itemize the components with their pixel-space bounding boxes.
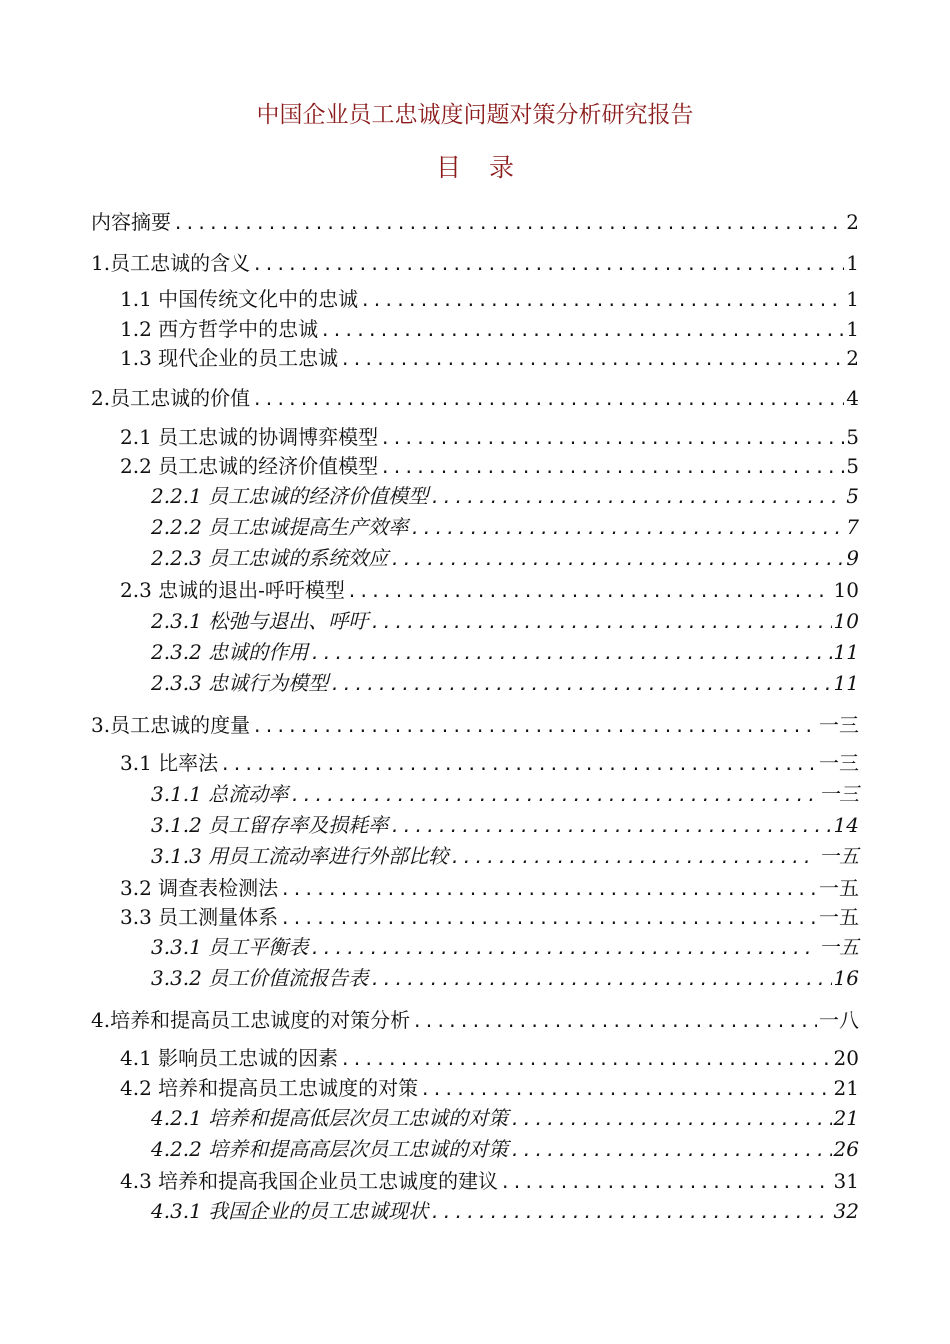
dot-leader bbox=[290, 781, 817, 811]
dot-leader bbox=[370, 608, 831, 638]
dot-leader bbox=[252, 385, 844, 415]
toc-entry-page-number: 一八 bbox=[819, 1008, 859, 1032]
dot-leader bbox=[310, 934, 817, 964]
dot-leader bbox=[310, 639, 831, 669]
toc-entry-page-number: 5 bbox=[846, 484, 859, 508]
toc-entry-label: 2.1 员工忠诚的协调博弈模型 bbox=[120, 425, 379, 449]
toc-entry-label: 2.2.2 员工忠诚提高生产效率 bbox=[151, 515, 409, 539]
toc-entry-label: 3.1.3 用员工流动率进行外部比较 bbox=[151, 844, 449, 868]
toc-entry-page-number: 一五 bbox=[819, 844, 859, 868]
toc-entry-label: 内容摘要 bbox=[91, 210, 171, 234]
dot-leader bbox=[412, 1007, 817, 1037]
toc-entry-page-number: 32 bbox=[833, 1199, 859, 1223]
dot-leader bbox=[320, 316, 844, 346]
dot-leader bbox=[340, 345, 844, 375]
toc-entry-label: 4.2 培养和提高员工忠诚度的对策 bbox=[120, 1076, 419, 1100]
toc-entry-page-number: 9 bbox=[846, 546, 859, 570]
dot-leader bbox=[340, 1045, 831, 1075]
toc-entry-label: 2.3 忠诚的退出-呼吁模型 bbox=[120, 578, 345, 602]
toc-entry-page-number: 21 bbox=[833, 1076, 859, 1100]
dot-leader bbox=[347, 577, 832, 607]
dot-leader bbox=[500, 1168, 831, 1198]
toc-entry-label: 2.3.1 松弛与退出、呼吁 bbox=[151, 609, 369, 633]
toc-entry-label: 4.2.2 培养和提高高层次员工忠诚的对策 bbox=[151, 1137, 509, 1161]
dot-leader bbox=[450, 843, 817, 873]
toc-entry-page-number: 14 bbox=[833, 813, 859, 837]
toc-entry-page-number: 1 bbox=[846, 287, 859, 311]
toc-entry-label: 2.3.3 忠诚行为模型 bbox=[151, 671, 329, 695]
dot-leader bbox=[430, 1198, 831, 1228]
toc-entry-label: 2.2.3 员工忠诚的系统效应 bbox=[151, 546, 389, 570]
toc-entry-label: 4.1 影响员工忠诚的因素 bbox=[120, 1046, 339, 1070]
dot-leader bbox=[252, 250, 844, 280]
toc-entry-label: 2.2.1 员工忠诚的经济价值模型 bbox=[151, 484, 429, 508]
toc-entry-page-number: 2 bbox=[846, 346, 859, 370]
toc-entry-page-number: 11 bbox=[833, 671, 859, 695]
toc-entry-page-number: 26 bbox=[833, 1137, 859, 1161]
toc-entry-label: 4.3.1 我国企业的员工忠诚现状 bbox=[151, 1199, 429, 1223]
toc-entry-label: 1.3 现代企业的员工忠诚 bbox=[120, 346, 339, 370]
toc-heading: 目录 bbox=[435, 153, 542, 182]
toc-entry[interactable] bbox=[151, 481, 859, 511]
toc-entry-page-number: 10 bbox=[833, 609, 859, 633]
dot-leader bbox=[390, 545, 844, 575]
toc-entry[interactable] bbox=[120, 748, 859, 778]
toc-entry[interactable] bbox=[151, 637, 859, 667]
toc-entry[interactable] bbox=[91, 207, 859, 237]
toc-entry[interactable] bbox=[120, 1043, 859, 1073]
toc-entry-label: 3.1.2 员工留存率及损耗率 bbox=[151, 813, 389, 837]
toc-entry-page-number: 1 bbox=[846, 251, 859, 275]
toc-entry-label: 3.1.1 总流动率 bbox=[151, 782, 289, 806]
toc-entry-page-number: 一五 bbox=[819, 876, 859, 900]
dot-leader bbox=[420, 1075, 831, 1105]
toc-entry-page-number: 16 bbox=[833, 966, 859, 990]
dot-leader bbox=[280, 904, 817, 934]
toc-entry-page-number: 一五 bbox=[819, 905, 859, 929]
toc-entry-page-number: 5 bbox=[846, 425, 859, 449]
toc-entry[interactable] bbox=[120, 451, 859, 481]
toc-entry[interactable] bbox=[120, 902, 859, 932]
toc-entry-page-number: 31 bbox=[833, 1169, 859, 1193]
toc-entry[interactable] bbox=[120, 575, 859, 605]
toc-entry-page-number: 一三 bbox=[819, 713, 859, 737]
toc-entry-label: 2.员工忠诚的价值 bbox=[91, 386, 251, 410]
toc-entry[interactable] bbox=[91, 1005, 859, 1035]
toc-entry-label: 4.2.1 培养和提高低层次员工忠诚的对策 bbox=[151, 1106, 509, 1130]
toc-entry[interactable] bbox=[151, 779, 859, 809]
toc-entry-page-number: 2 bbox=[846, 210, 859, 234]
toc-entry[interactable] bbox=[151, 668, 859, 698]
toc-entry-label: 1.2 西方哲学中的忠诚 bbox=[120, 317, 319, 341]
dot-leader bbox=[510, 1105, 831, 1135]
dot-leader bbox=[380, 453, 844, 483]
dot-leader bbox=[370, 965, 831, 995]
toc-entry[interactable] bbox=[151, 606, 859, 636]
toc-entry-page-number: 5 bbox=[846, 454, 859, 478]
toc-entry[interactable] bbox=[151, 841, 859, 871]
toc-entry-label: 3.2 调查表检测法 bbox=[120, 876, 279, 900]
toc-entry-label: 4.培养和提高员工忠诚度的对策分析 bbox=[91, 1008, 411, 1032]
dot-leader bbox=[252, 712, 817, 742]
document-title: 中国企业员工忠诚度问题对策分析研究报告 bbox=[256, 102, 694, 128]
toc-entry[interactable] bbox=[91, 383, 859, 413]
toc-entry-page-number: 21 bbox=[833, 1106, 859, 1130]
toc-entry-page-number: 一三 bbox=[819, 782, 859, 806]
toc-entry-page-number: 11 bbox=[833, 640, 859, 664]
dot-leader bbox=[410, 514, 844, 544]
toc-entry-page-number: 7 bbox=[846, 515, 859, 539]
dot-leader bbox=[510, 1136, 831, 1166]
dot-leader bbox=[430, 483, 844, 513]
toc-entry-label: 2.3.2 忠诚的作用 bbox=[151, 640, 309, 664]
toc-entry-page-number: 1 bbox=[846, 317, 859, 341]
toc-entry[interactable] bbox=[151, 810, 859, 840]
toc-entry[interactable] bbox=[120, 314, 859, 344]
toc-entry-label: 3.员工忠诚的度量 bbox=[91, 713, 251, 737]
toc-entry-label: 3.3 员工测量体系 bbox=[120, 905, 279, 929]
dot-leader bbox=[220, 750, 817, 780]
toc-entry-label: 2.2 员工忠诚的经济价值模型 bbox=[120, 454, 379, 478]
toc-entry-page-number: 一五 bbox=[819, 935, 859, 959]
dot-leader bbox=[330, 670, 831, 700]
toc-entry-label: 4.3 培养和提高我国企业员工忠诚度的建议 bbox=[120, 1169, 499, 1193]
toc-entry[interactable] bbox=[151, 512, 859, 542]
toc-entry[interactable] bbox=[120, 1073, 859, 1103]
dot-leader bbox=[173, 209, 844, 239]
toc-entry[interactable] bbox=[120, 422, 859, 452]
toc-entry-label: 1.1 中国传统文化中的忠诚 bbox=[120, 287, 359, 311]
toc-entry-label: 3.3.1 员工平衡表 bbox=[151, 935, 309, 959]
toc-entry-page-number: 20 bbox=[833, 1046, 859, 1070]
toc-entry[interactable] bbox=[91, 248, 859, 278]
toc-entry[interactable] bbox=[120, 873, 859, 903]
toc-entry-page-number: 4 bbox=[846, 386, 859, 410]
toc-entry[interactable] bbox=[151, 543, 859, 573]
dot-leader bbox=[360, 286, 844, 316]
dot-leader bbox=[280, 875, 817, 905]
toc-entry[interactable] bbox=[151, 963, 859, 993]
toc-entry[interactable] bbox=[120, 343, 859, 373]
toc-entry[interactable] bbox=[120, 1166, 859, 1196]
toc-entry[interactable] bbox=[151, 1134, 859, 1164]
toc-entry[interactable] bbox=[151, 1103, 859, 1133]
toc-entry[interactable] bbox=[91, 710, 859, 740]
toc-entry[interactable] bbox=[151, 932, 859, 962]
toc-entry[interactable] bbox=[120, 284, 859, 314]
dot-leader bbox=[380, 424, 844, 454]
toc-entry-page-number: 10 bbox=[833, 578, 859, 602]
toc-entry-label: 3.3.2 员工价值流报告表 bbox=[151, 966, 369, 990]
toc-entry[interactable] bbox=[151, 1196, 859, 1226]
toc-entry-label: 1.员工忠诚的含义 bbox=[91, 251, 251, 275]
toc-entry-label: 3.1 比率法 bbox=[120, 751, 219, 775]
toc-entry-page-number: 一三 bbox=[819, 751, 859, 775]
dot-leader bbox=[390, 812, 831, 842]
